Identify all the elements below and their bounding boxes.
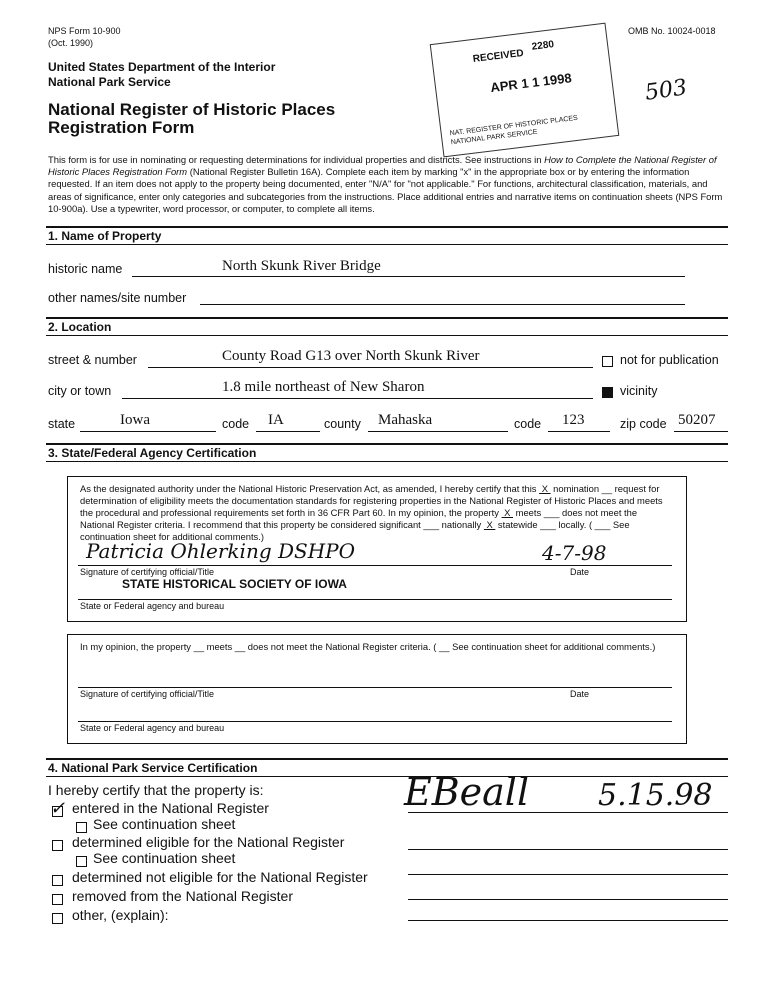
other-names-line[interactable] — [200, 304, 685, 305]
section-2-title: 2. Location — [48, 320, 112, 334]
state-code-value[interactable]: IA — [268, 412, 284, 428]
signature-line-2[interactable] — [78, 687, 672, 688]
state-signature-date[interactable]: 4-7-98 — [542, 541, 607, 565]
section-4-title: 4. National Park Service Certification — [48, 761, 258, 775]
state-code-line — [256, 431, 320, 432]
not-for-publication-label: not for publication — [620, 353, 719, 367]
section-2-header — [46, 317, 728, 336]
county-code-line — [548, 431, 610, 432]
signature-label: Signature of certifying official/Title — [80, 567, 215, 577]
keeper-line-4 — [408, 899, 728, 900]
form-number: NPS Form 10-900 — [48, 26, 121, 36]
stamp-bottom: NAT. REGISTER OF HISTORIC PLACES NATIONAL PARK SERVICE — [449, 114, 579, 147]
stamp-received: RECEIVED — [472, 47, 525, 66]
state-value[interactable]: Iowa — [120, 412, 150, 428]
other-checkbox[interactable] — [52, 913, 63, 924]
county-line — [368, 431, 508, 432]
received-stamp — [430, 23, 620, 158]
state-agency-value[interactable]: STATE HISTORICAL SOCIETY OF IOWA — [122, 577, 347, 591]
historic-name-line — [132, 276, 685, 277]
section-1-title: 1. Name of Property — [48, 229, 162, 243]
agency-label: State or Federal agency and bureau — [80, 601, 225, 611]
keeper-line-3 — [408, 874, 728, 875]
historic-name-value[interactable]: North Skunk River Bridge — [222, 258, 381, 274]
county-code-label: code — [514, 417, 542, 431]
certification-text: As the designated authority under the National Historic Preservation Act, as amended, I hereby certify that this X nomination __ request for determination of eligibility meets the documentation standards for registering properties in the National Register of Historic Places and meets the procedural and professional requirements set forth in 36 CFR Part 60. In my opinion, the property X meets ___ does not meet the National Register criteria. I recommend that this property be considered significant ___ nationally X statewide ___ locally. ( ___ See continuation sheet for additional comments.) — [80, 483, 663, 542]
street-label: street & number — [48, 353, 137, 367]
not-eligible-label: determined not eligible for the National Register — [72, 869, 368, 885]
section-3-header — [46, 443, 728, 462]
keeper-line-2 — [408, 849, 728, 850]
handwritten-reference: 503 — [643, 75, 689, 106]
county-code-value[interactable]: 123 — [562, 412, 585, 428]
other-names-label: other names/site number — [48, 291, 187, 305]
keeper-signature[interactable]: EBeall — [404, 770, 530, 814]
date-label: Date — [570, 567, 590, 577]
department: United States Department of the Interior — [48, 60, 276, 74]
stamp-number: 2280 — [531, 39, 555, 53]
entered-check-mark: ✓ — [50, 798, 66, 819]
service: National Park Service — [48, 75, 171, 89]
agency-label-2: State or Federal agency and bureau — [80, 723, 225, 733]
commenting-official-box — [67, 634, 687, 744]
county-value[interactable]: Mahaska — [378, 412, 433, 428]
zip-label: zip code — [620, 417, 667, 431]
street-value[interactable]: County Road G13 over North Skunk River — [222, 348, 480, 364]
stamp-date: APR 1 1 1998 — [489, 70, 573, 96]
eligible-checkbox[interactable] — [52, 840, 63, 851]
form-date: (Oct. 1990) — [48, 38, 94, 48]
entered-label: entered in the National Register — [72, 800, 269, 816]
historic-name-label: historic name — [48, 262, 123, 276]
section-1-header — [46, 226, 728, 245]
zip-line — [674, 431, 728, 432]
state-label: state — [48, 417, 76, 431]
not-for-publication-checkbox[interactable] — [602, 356, 613, 367]
form-title: National Register of Historic Places — [48, 100, 336, 119]
vicinity-label: vicinity — [620, 384, 658, 398]
keeper-line-5 — [408, 920, 728, 921]
keeper-date[interactable]: 5.15.98 — [598, 778, 713, 813]
form-subtitle: Registration Form — [48, 118, 195, 137]
agency-line-2[interactable] — [78, 721, 672, 722]
entered-continuation-checkbox[interactable] — [76, 822, 87, 833]
not-eligible-checkbox[interactable] — [52, 875, 63, 886]
signature-line — [78, 565, 672, 566]
omb-number: OMB No. 10024-0018 — [628, 26, 716, 36]
state-signature[interactable]: Patricia Ohlerking DSHPO — [86, 539, 356, 563]
street-line — [148, 367, 593, 368]
vicinity-checkbox[interactable] — [602, 387, 613, 398]
eligible-label: determined eligible for the National Register — [72, 834, 345, 850]
state-certification-box — [67, 476, 687, 622]
section-4-header — [46, 758, 728, 777]
date-label-2: Date — [570, 689, 590, 699]
county-label: county — [324, 417, 361, 431]
eligible-continuation-label: See continuation sheet — [93, 850, 236, 866]
removed-label: removed from the National Register — [72, 888, 293, 904]
keeper-line-1 — [408, 812, 728, 813]
signature-label-2: Signature of certifying official/Title — [80, 689, 215, 699]
state-line — [80, 431, 216, 432]
other-label: other, (explain): — [72, 907, 169, 923]
entered-continuation-label: See continuation sheet — [93, 816, 236, 832]
agency-line — [78, 599, 672, 600]
city-value[interactable]: 1.8 mile northeast of New Sharon — [222, 379, 425, 395]
city-line — [122, 398, 593, 399]
opinion-text: In my opinion, the property __ meets __ does not meet the National Register criteria. ( __ See continuation sheet for additional comments.) — [80, 641, 656, 652]
eligible-continuation-checkbox[interactable] — [76, 856, 87, 867]
zip-value[interactable]: 50207 — [678, 412, 716, 428]
instructions-paragraph: This form is for use in nominating or requesting determinations for individual properties and districts. See instructions in How to Complete the National Register of Historic Places Registration Form (National Register Bulletin 16A). Complete each item by marking "x" in the appropriate box or by entering the information requested. If an item does not apply to the property being documented, enter "N/A" for "not applicable." For functions, architectural classification, materials, and areas of significance, enter only categories and subcategories from the instructions. Place additional entries and narrative items on continuation sheets (NPS Form 10-900a). Use a typewriter, word processor, or computer, to complete all items. — [48, 154, 723, 214]
state-code-label: code — [222, 417, 250, 431]
removed-checkbox[interactable] — [52, 894, 63, 905]
section-3-title: 3. State/Federal Agency Certification — [48, 446, 257, 460]
city-label: city or town — [48, 384, 112, 398]
nps-cert-intro: I hereby certify that the property is: — [48, 782, 264, 798]
